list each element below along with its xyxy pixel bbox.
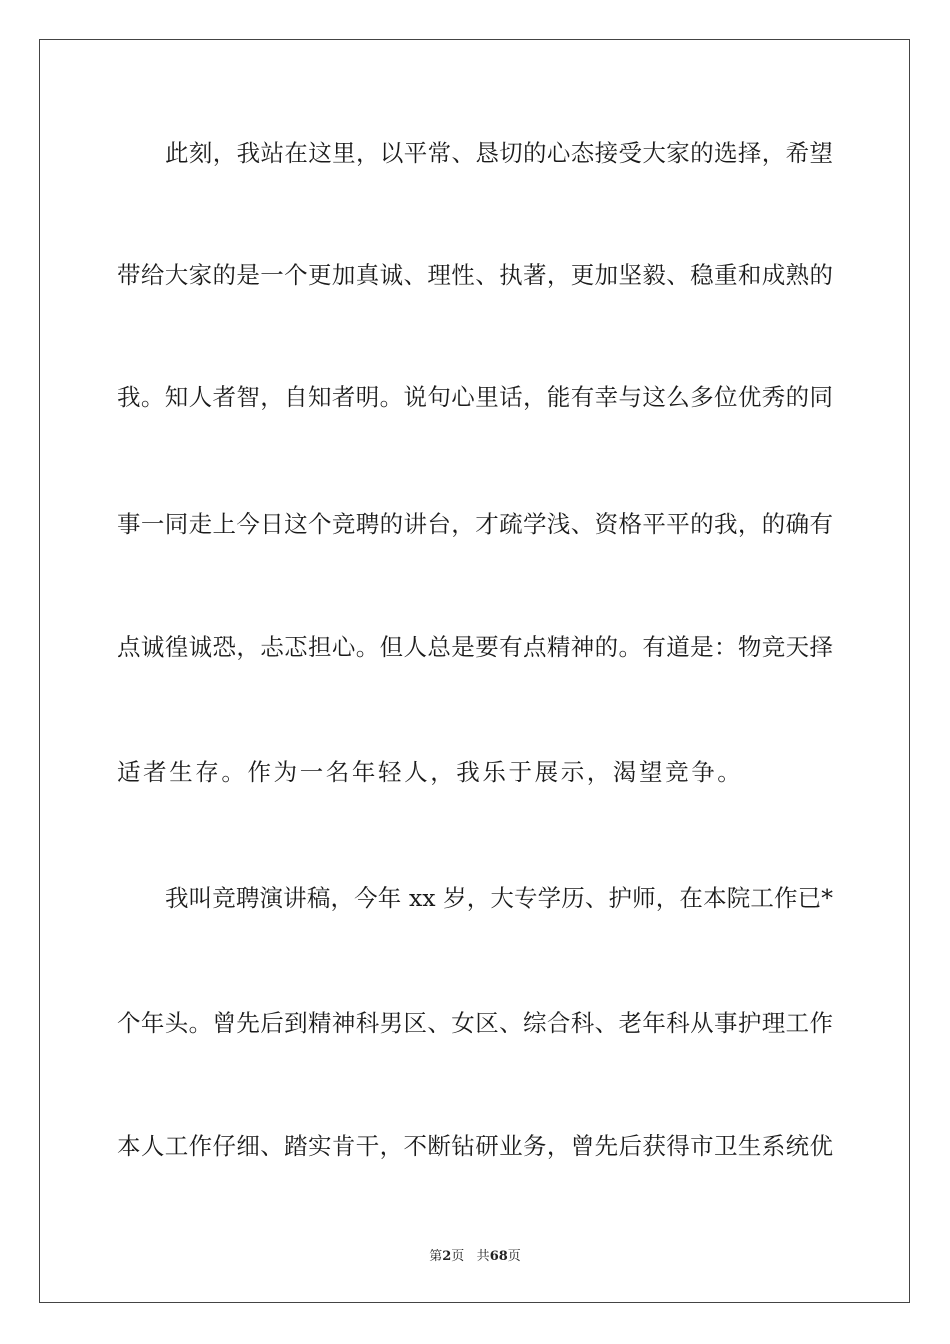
- paragraph-line-4: 事一同走上今日这个竞聘的讲台，才疏学浅、资格平平的我，的确有: [117, 510, 833, 538]
- total-page-count: 68: [489, 1249, 508, 1264]
- page-label-suffix: 页: [451, 1249, 465, 1264]
- paragraph-line-8: 个年头。曾先后到精神科男区、女区、综合科、老年科从事护理工作: [117, 1009, 833, 1037]
- paragraph-line-7: 我叫竞聘演讲稿，今年 xx 岁，大专学历、护师，在本院工作已*: [165, 884, 833, 912]
- current-page-number: 2: [442, 1249, 452, 1264]
- total-label-prefix: 共: [476, 1249, 490, 1264]
- page-label-prefix: 第: [429, 1249, 443, 1264]
- page-footer: [0, 1245, 950, 1264]
- total-label-suffix: 页: [507, 1249, 521, 1264]
- paragraph-line-2: 带给大家的是一个更加真诚、理性、执著，更加坚毅、稳重和成熟的: [117, 261, 833, 289]
- paragraph-line-5: 点诚徨诚恐，忐忑担心。但人总是要有点精神的。有道是：物竞天择: [117, 633, 833, 661]
- paragraph-line-6: 适者生存。作为一名年轻人，我乐于展示，渴望竞争。: [117, 758, 744, 786]
- paragraph-line-1: 此刻，我站在这里，以平常、恳切的心态接受大家的选择，希望: [165, 139, 833, 167]
- page-border: [39, 39, 910, 1303]
- paragraph-line-9: 本人工作仔细、踏实肯干，不断钻研业务，曾先后获得市卫生系统优: [117, 1132, 833, 1160]
- paragraph-line-3: 我。知人者智，自知者明。说句心里话，能有幸与这么多位优秀的同: [117, 383, 833, 411]
